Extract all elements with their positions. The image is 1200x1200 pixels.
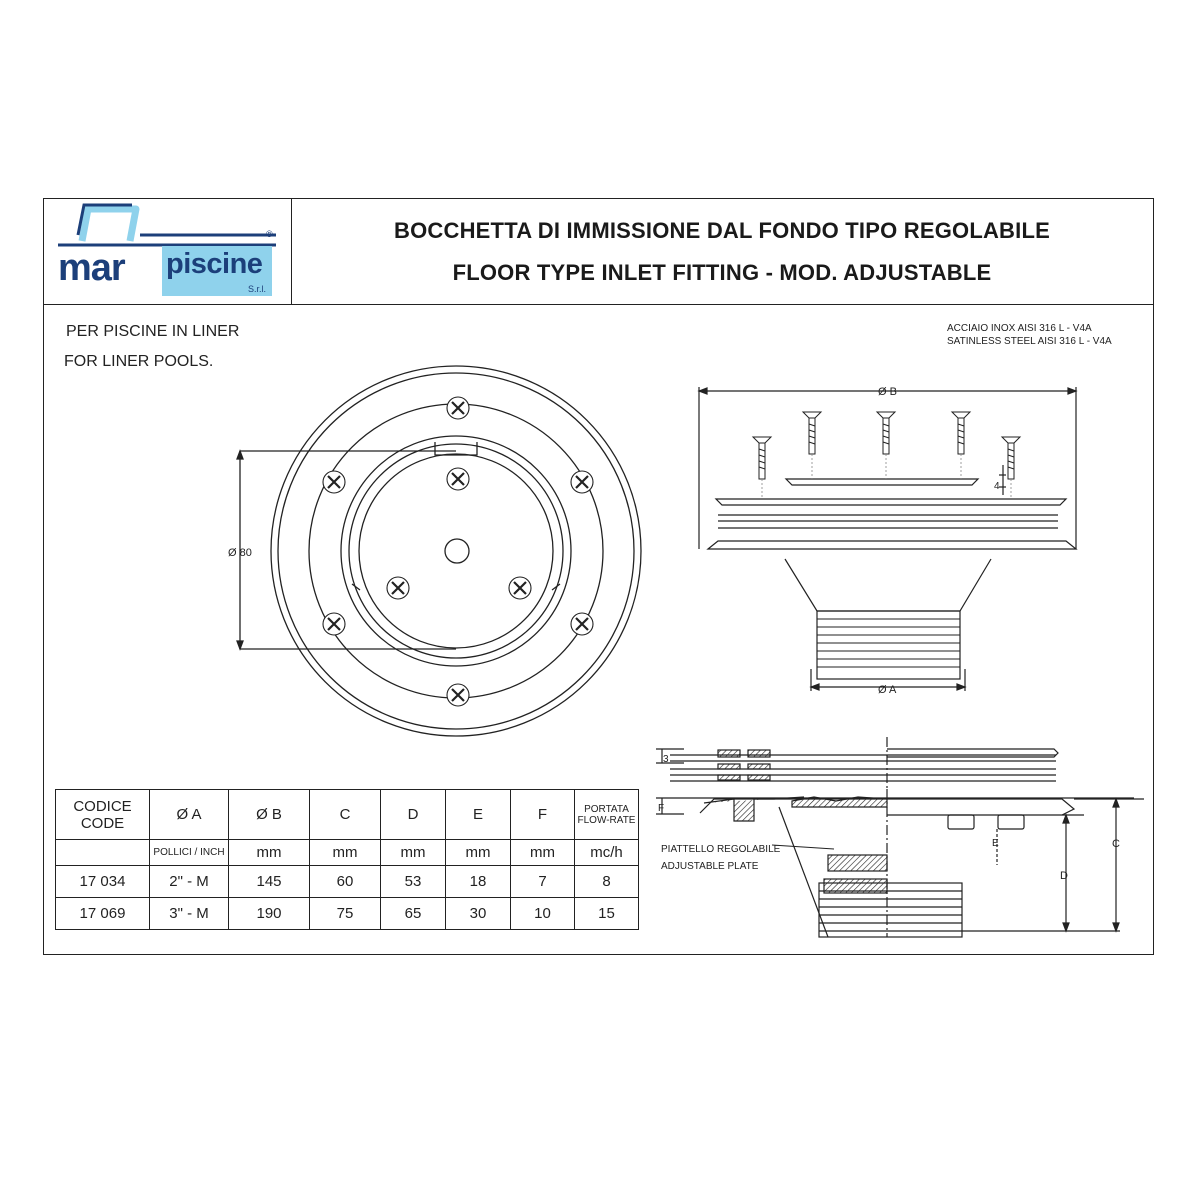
clamp-ring — [716, 499, 1066, 505]
dim-e-label: E — [992, 838, 999, 849]
dim-4-label: 4 — [994, 481, 1000, 492]
unit-b: mm — [229, 840, 310, 866]
threaded-spigot — [817, 611, 960, 679]
logo-text-piscine: piscine — [166, 248, 263, 280]
unit-flow: mc/h — [575, 840, 639, 866]
logo-text-srl: S.r.l. — [247, 284, 266, 294]
screw-icon — [753, 437, 771, 479]
cell-flow: 8 — [575, 866, 639, 898]
callout-italian: PIATTELLO REGOLABILE — [661, 844, 781, 855]
header-flow-en: FLOW-RATE — [577, 814, 636, 826]
screw-icon — [571, 613, 593, 635]
cell-a: 3" - M — [150, 898, 229, 930]
header-d: D — [381, 790, 446, 840]
units-row — [56, 840, 639, 866]
unit-d: mm — [381, 840, 446, 866]
screw-icon — [952, 412, 970, 454]
section-clamp-ring — [887, 749, 1058, 757]
header-e: E — [446, 790, 511, 840]
unit-a: POLLICI / INCH — [150, 840, 229, 866]
screw-icon — [323, 471, 345, 493]
callout-english: ADJUSTABLE PLATE — [661, 861, 759, 872]
cell-b: 145 — [229, 866, 310, 898]
table-row — [56, 898, 639, 930]
screw-icon — [447, 397, 469, 419]
screw-icon — [877, 412, 895, 454]
outer-flange-inner-edge — [278, 373, 634, 729]
header-b: Ø B — [229, 790, 310, 840]
exploded-screws — [753, 412, 1020, 479]
cell-b: 190 — [229, 898, 310, 930]
cell-d: 53 — [381, 866, 446, 898]
dim-f-label: F — [658, 803, 665, 814]
cell-f: 10 — [511, 898, 575, 930]
flange-body — [708, 541, 1076, 549]
cell-a: 2" - M — [150, 866, 229, 898]
screw-icon — [447, 684, 469, 706]
note-english: FOR LINER POOLS. — [64, 353, 214, 370]
outer-flange-edge — [271, 366, 641, 736]
header-flow — [575, 790, 639, 840]
section-flange — [887, 799, 1074, 815]
dim-c-label: C — [1112, 838, 1120, 850]
screw-icon — [387, 577, 409, 599]
cell-code: 17 034 — [56, 866, 150, 898]
dim-80-label: Ø 80 — [228, 547, 252, 559]
cell-d: 65 — [381, 898, 446, 930]
screw-icon — [571, 471, 593, 493]
dim-b-label: Ø B — [878, 386, 897, 398]
dim-d-label: D — [1060, 870, 1068, 882]
callout-leader — [772, 845, 834, 849]
spec-table — [55, 789, 639, 930]
unit-c: mm — [310, 840, 381, 866]
adjustable-plate — [786, 479, 978, 485]
cell-f: 7 — [511, 866, 575, 898]
screw-icon — [803, 412, 821, 454]
cell-flow: 15 — [575, 898, 639, 930]
technical-drawing — [44, 199, 1154, 789]
top-view — [237, 366, 641, 736]
section-view — [656, 737, 1058, 789]
screw-icon — [447, 468, 469, 490]
registered-mark: ® — [266, 229, 273, 239]
clamp-ring-outer — [309, 404, 603, 698]
header-c: C — [310, 790, 381, 840]
center-hole — [445, 539, 469, 563]
header-code-en: CODE — [80, 814, 125, 832]
dim-3-label: 3 — [663, 754, 669, 765]
material-english: SATINLESS STEEL AISI 316 L - V4A — [947, 336, 1112, 347]
header-flow-it: PORTATA — [584, 803, 629, 815]
body-cone — [785, 559, 991, 611]
material-italian: ACCIAIO INOX AISI 316 L - V4A — [947, 323, 1092, 334]
cell-c: 60 — [310, 866, 381, 898]
drawing-sheet — [43, 198, 1154, 955]
screw-axes — [762, 454, 1011, 499]
dim-a-label: Ø A — [878, 684, 897, 696]
thread-lines — [817, 619, 960, 667]
screw-icon — [1002, 437, 1020, 479]
screw-icon — [509, 577, 531, 599]
table-row — [56, 866, 639, 898]
header-code — [56, 790, 150, 840]
screw-icon — [323, 613, 345, 635]
title-italian: BOCCHETTA DI IMMISSIONE DAL FONDO TIPO REGOLABILE — [394, 218, 1050, 243]
units-code — [56, 840, 150, 866]
note-italian: PER PISCINE IN LINER — [66, 323, 240, 340]
cell-c: 75 — [310, 898, 381, 930]
unit-e: mm — [446, 840, 511, 866]
logo-text-mar: mar — [58, 247, 125, 289]
title-english: FLOOR TYPE INLET FITTING - MOD. ADJUSTABLE — [452, 260, 992, 285]
header-code-it: CODICE — [73, 797, 132, 815]
unit-f: mm — [511, 840, 575, 866]
cell-code: 17 069 — [56, 898, 150, 930]
header-f: F — [511, 790, 575, 840]
cell-e: 30 — [446, 898, 511, 930]
header-a: Ø A — [150, 790, 229, 840]
cell-e: 18 — [446, 866, 511, 898]
